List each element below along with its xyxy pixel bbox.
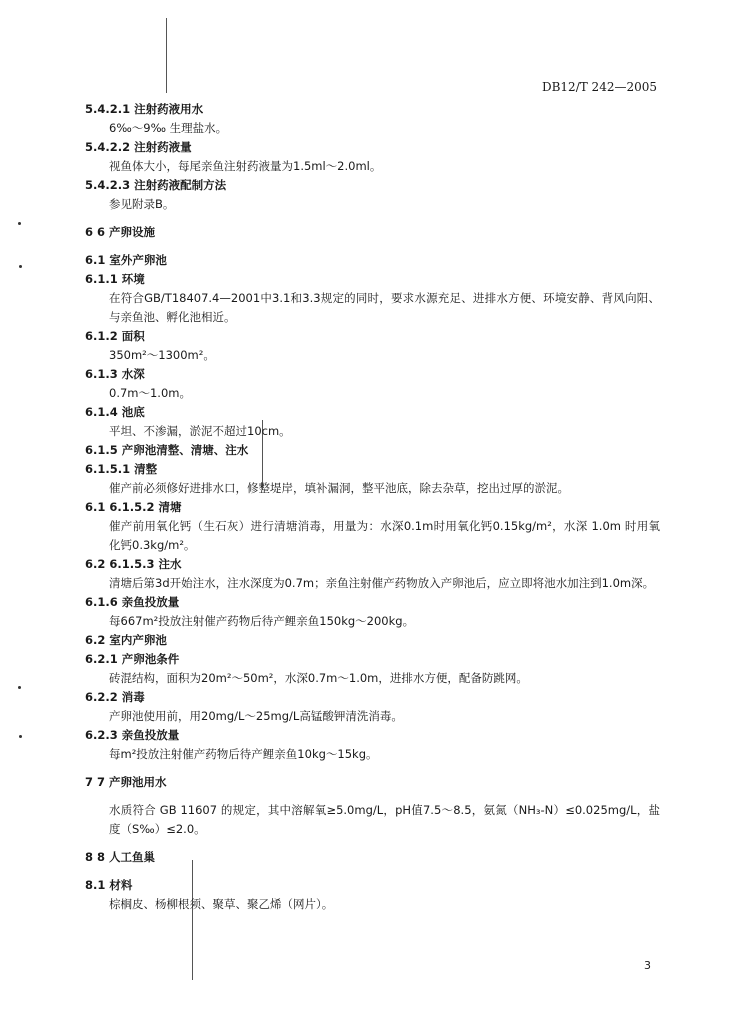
scan-dot — [19, 265, 22, 268]
section-heading: 6.2.2 消毒 — [85, 690, 145, 704]
section-heading: 5.4.2.3 注射药液配制方法 — [85, 178, 227, 192]
scan-artifact-top — [166, 18, 167, 93]
section-heading: 6.1.2 面积 — [85, 329, 145, 343]
body-text: 6‰～9‰ 生理盐水。 — [109, 121, 228, 135]
body-text: 催产前必须修好进排水口，修整堤岸，填补漏洞，整平池底，除去杂草，挖出过厚的淤泥。 — [109, 481, 569, 495]
section-heading: 6.1 室外产卵池 — [85, 253, 167, 267]
section-heading: 6.1.6 亲鱼投放量 — [85, 595, 180, 609]
section-heading: 6.2 6.1.5.3 注水 — [85, 557, 182, 571]
section-heading: 5.4.2.1 注射药液用水 — [85, 102, 204, 116]
section-heading: 5.4.2.2 注射药液量 — [85, 140, 192, 154]
section-heading: 6.1.1 环境 — [85, 272, 145, 286]
body-text: 每667m²投放注射催产药物后待产鲤亲鱼150kg～200kg。 — [109, 614, 415, 628]
spacer — [85, 764, 660, 773]
body-text: 催产前用氧化钙（生石灰）进行清塘消毒，用量为：水深0.1m时用氧化钙0.15kg/m²，水深 1.0m 时用氧化钙0.3kg/m²。 — [109, 519, 660, 552]
section-heading: 6.2.1 产卵池条件 — [85, 652, 180, 666]
section-heading: 6.2 室内产卵池 — [85, 633, 167, 647]
body-text: 参见附录B。 — [109, 197, 175, 211]
body-text: 水质符合 GB 11607 的规定，其中溶解氧≥5.0mg/L，pH值7.5～8.5，氨氮（NH₃-N）≤0.025mg/L，盐度（S‰）≤2.0。 — [109, 803, 660, 836]
section-heading: 8 8 人工鱼巢 — [85, 850, 156, 864]
scan-dot — [18, 686, 21, 689]
spacer — [85, 792, 660, 801]
section-heading: 6 6 产卵设施 — [85, 225, 156, 239]
body-text: 350m²～1300m²。 — [109, 348, 215, 362]
body-text: 在符合GB/T18407.4—2001中3.1和3.3规定的同时，要求水源充足、进排水方便、环境安静、背风向阳、与亲鱼池、孵化池相近。 — [109, 291, 660, 324]
body-text: 视鱼体大小，每尾亲鱼注射药液量为1.5ml～2.0ml。 — [109, 159, 382, 173]
section-heading: 6.1.5.1 清整 — [85, 462, 158, 476]
section-heading: 8.1 材料 — [85, 878, 133, 892]
section-heading: 6.1 6.1.5.2 清塘 — [85, 500, 182, 514]
section-heading: 6.1.5 产卵池清整、清塘、注水 — [85, 443, 249, 457]
body-text: 产卵池使用前，用20mg/L～25mg/L高锰酸钾清洗消毒。 — [109, 709, 403, 723]
spacer — [85, 867, 660, 876]
section-heading: 6.1.3 水深 — [85, 367, 145, 381]
spacer — [85, 242, 660, 251]
scan-dot — [18, 222, 21, 225]
body-text: 0.7m～1.0m。 — [109, 386, 191, 400]
document-body — [85, 100, 660, 914]
section-heading: 7 7 产卵池用水 — [85, 775, 167, 789]
scan-dot — [19, 735, 22, 738]
body-text: 每m²投放注射催产药物后待产鲤亲鱼10kg～15kg。 — [109, 747, 378, 761]
body-text: 清塘后第3d开始注水，注水深度为0.7m；亲鱼注射催产药物放入产卵池后，应立即将池水加注到1.0m深。 — [109, 576, 655, 590]
document-id: DB12/T 242—2005 — [541, 80, 657, 94]
body-text: 棕榈皮、杨柳根须、聚草、聚乙烯（网片）。 — [109, 897, 334, 911]
section-heading: 6.1.4 池底 — [85, 405, 145, 419]
page-number: 3 — [644, 959, 651, 972]
section-heading: 6.2.3 亲鱼投放量 — [85, 728, 180, 742]
spacer — [85, 214, 660, 223]
spacer — [85, 839, 660, 848]
body-text: 平坦、不渗漏，淤泥不超过10cm。 — [109, 424, 291, 438]
body-text: 砖混结构，面积为20m²～50m²，水深0.7m～1.0m，进排水方便，配备防跳网。 — [109, 671, 528, 685]
